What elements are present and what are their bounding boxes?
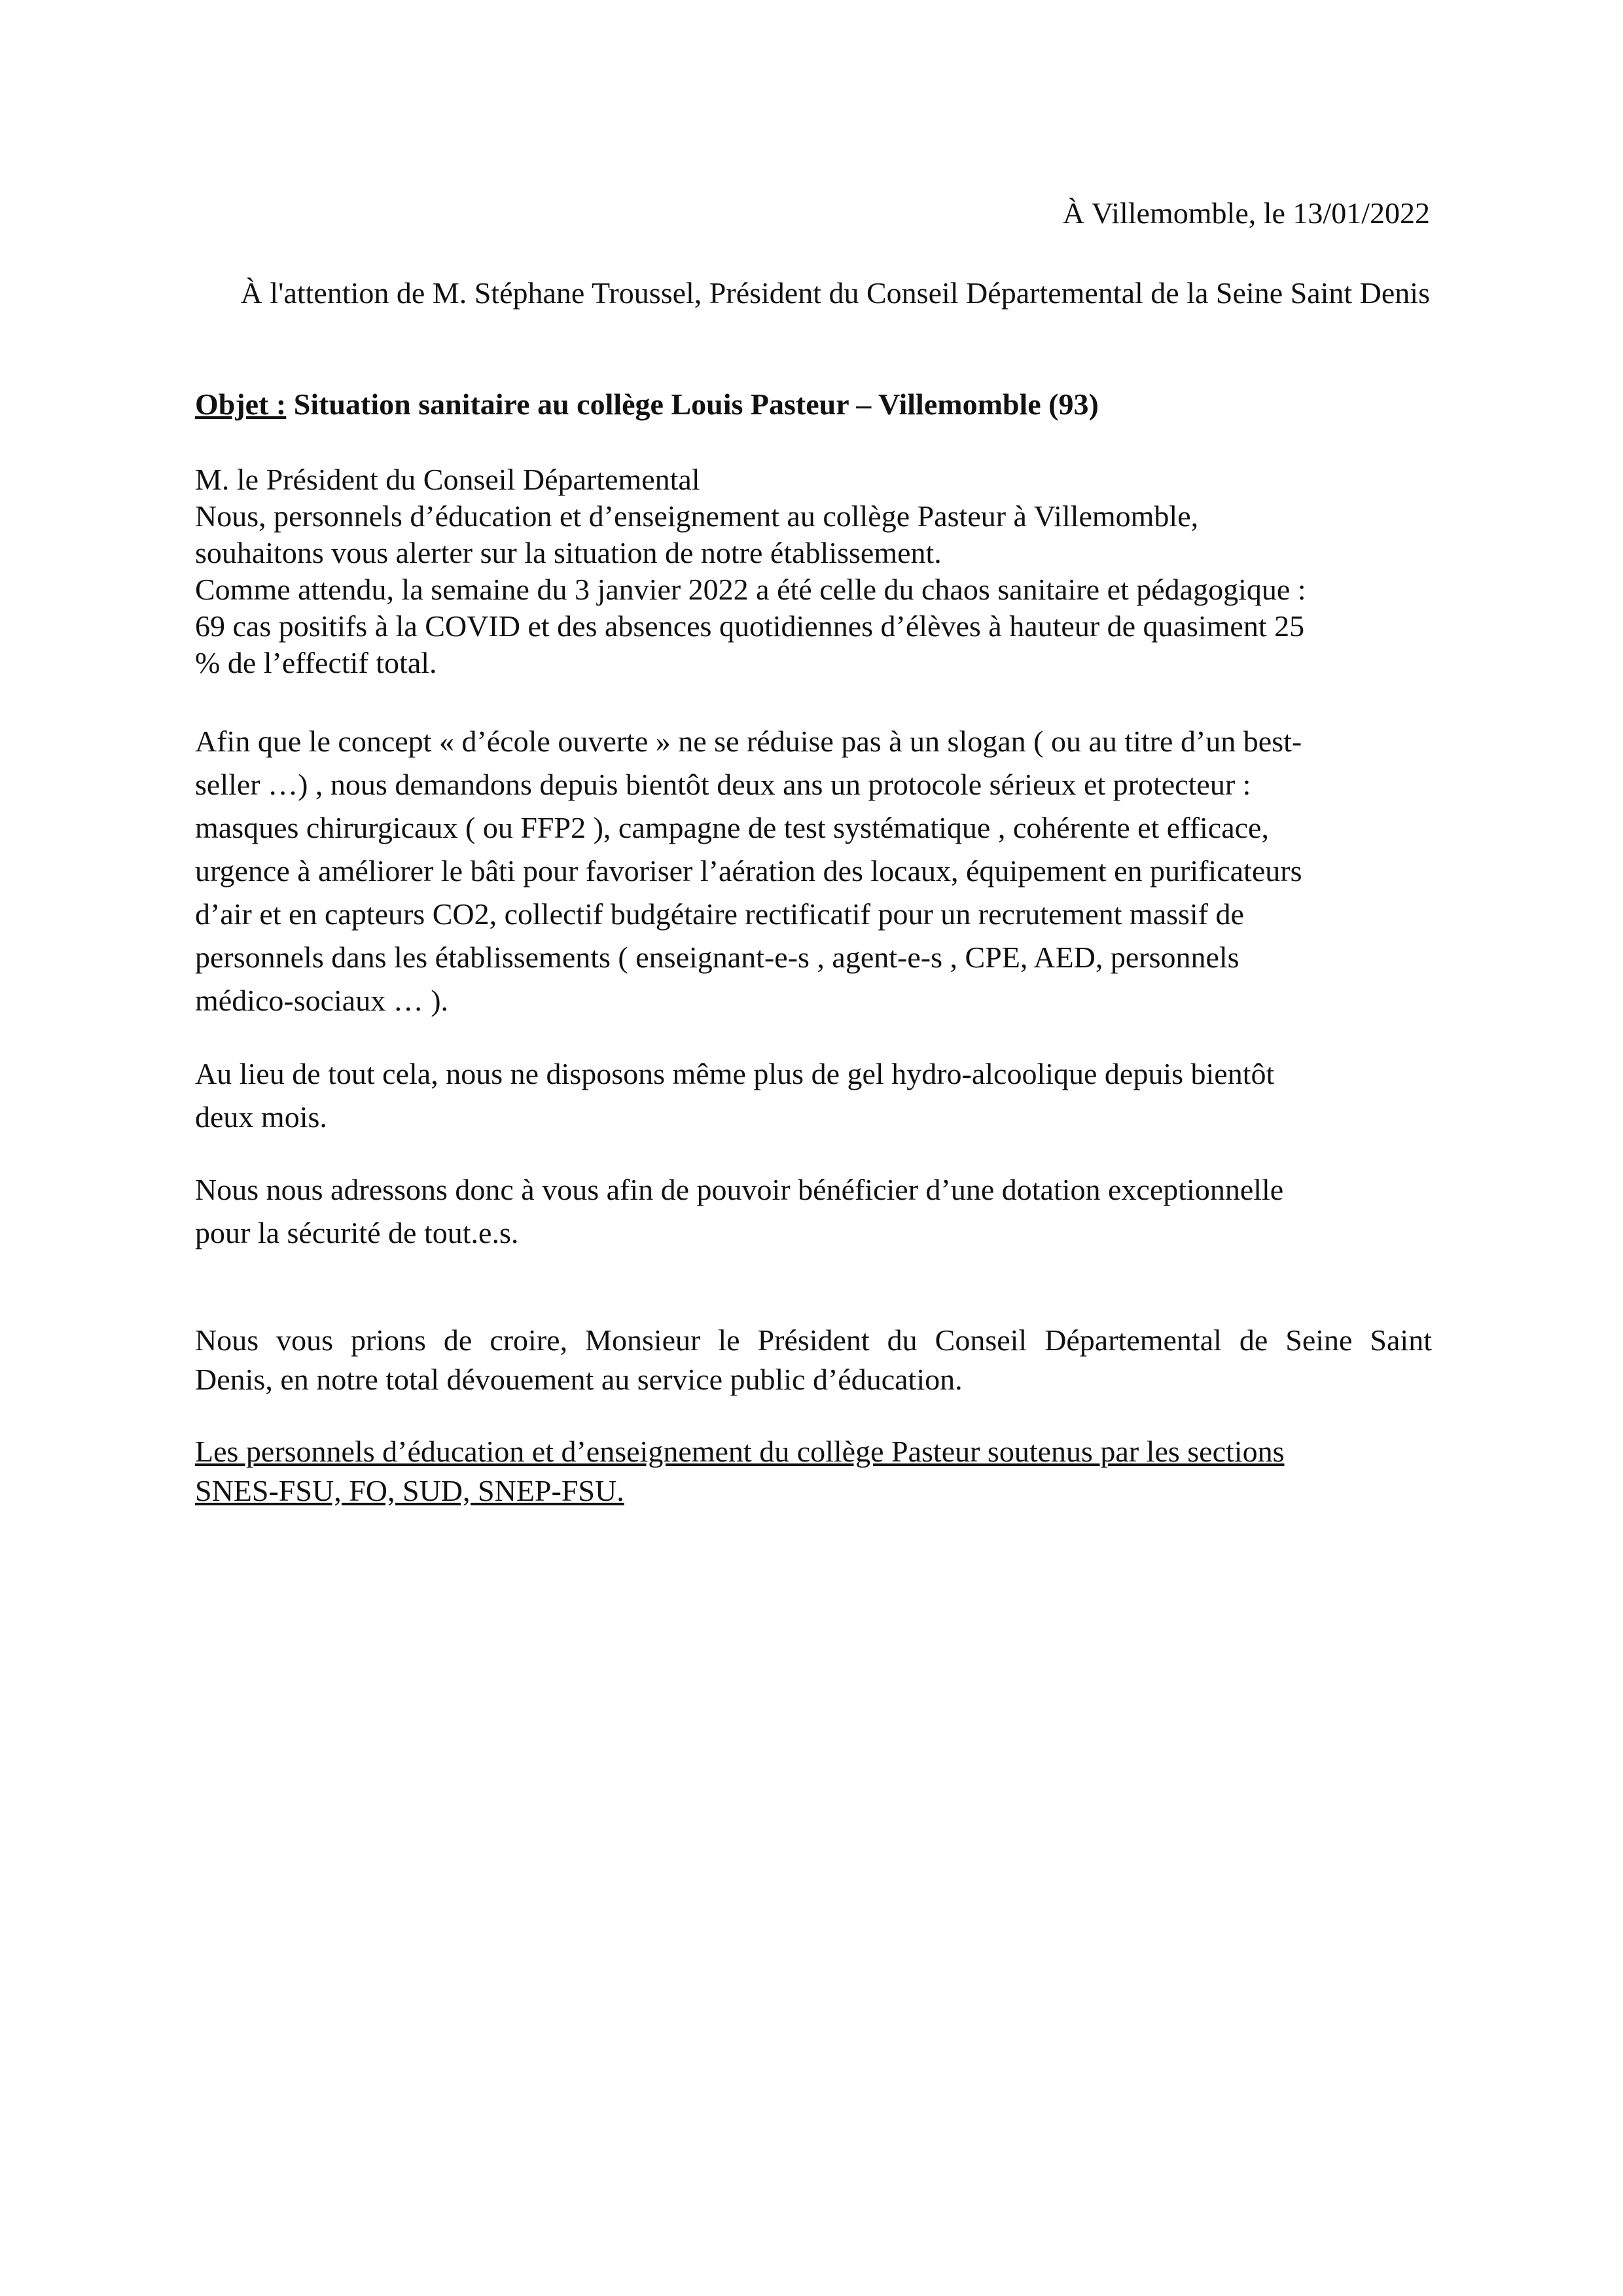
place-date: À Villemomble, le 13/01/2022 bbox=[1062, 196, 1430, 230]
recipient-line: À l'attention de M. Stéphane Troussel, Président du Conseil Départemental de la Seine Saint Denis bbox=[240, 276, 1430, 310]
paragraph-line: médico-sociaux … ). bbox=[195, 984, 449, 1017]
paragraph-line: pour la sécurité de tout.e.s. bbox=[195, 1216, 519, 1249]
paragraph-line: personnels dans les établissements ( enseignant-e-s , agent-e-s , CPE, AED, personnels bbox=[195, 941, 1240, 974]
paragraph-line: d’air et en capteurs CO2, collectif budgétaire rectificatif pour un recrutement massif de bbox=[195, 897, 1244, 931]
paragraph-demands bbox=[195, 720, 1432, 1022]
paragraph-line: Afin que le concept « d’école ouverte » ne se réduise pas à un slogan ( ou au titre d’un best- bbox=[195, 725, 1302, 758]
subject-text: Situation sanitaire au collège Louis Pasteur – Villemomble (93) bbox=[293, 387, 1099, 421]
intro-line: souhaitons vous alerter sur la situation de notre établissement. bbox=[195, 536, 942, 569]
closing-line-text: Nous vous prions de croire, Monsieur le Président du Conseil Départemental de Seine Saint bbox=[195, 1323, 1432, 1357]
closing-line: Denis, en notre total dévouement au service public d’éducation. bbox=[195, 1363, 963, 1396]
paragraph-line: Nous nous adressons donc à vous afin de pouvoir bénéficier d’une dotation exceptionnelle bbox=[195, 1173, 1284, 1206]
paragraph-line: seller …) , nous demandons depuis bientôt deux ans un protocole sérieux et protecteur : bbox=[195, 768, 1251, 801]
intro-line: % de l’effectif total. bbox=[195, 646, 437, 679]
paragraph-line: Au lieu de tout cela, nous ne disposons même plus de gel hydro-alcoolique depuis bientôt bbox=[195, 1057, 1275, 1090]
salutation: M. le Président du Conseil Départemental bbox=[195, 463, 700, 496]
paragraph-line: urgence à améliorer le bâti pour favoriser l’aération des locaux, équipement en purificateurs bbox=[195, 854, 1302, 888]
intro-line: 69 cas positifs à la COVID et des absences quotidiennes d’élèves à hauteur de quasiment 25 bbox=[195, 609, 1305, 643]
closing-line bbox=[195, 1322, 1432, 1359]
paragraph-line: deux mois. bbox=[195, 1100, 327, 1134]
signature-line: Les personnels d’éducation et d’enseignement du collège Pasteur soutenus par les sections bbox=[195, 1435, 1285, 1468]
subject-key: Objet : bbox=[195, 387, 287, 421]
paragraph-request bbox=[195, 1168, 1432, 1255]
paragraph-gel bbox=[195, 1052, 1432, 1139]
paragraph-line: masques chirurgicaux ( ou FFP2 ), campagne de test systématique , cohérente et efficace, bbox=[195, 811, 1269, 844]
intro-line: Comme attendu, la semaine du 3 janvier 2022 a été celle du chaos sanitaire et pédagogique : bbox=[195, 573, 1306, 606]
subject-line bbox=[195, 386, 1099, 423]
intro-line: Nous, personnels d’éducation et d’enseignement au collège Pasteur à Villemomble, bbox=[195, 499, 1199, 533]
signature-line: SNES-FSU, FO, SUD, SNEP-FSU. bbox=[195, 1474, 624, 1507]
